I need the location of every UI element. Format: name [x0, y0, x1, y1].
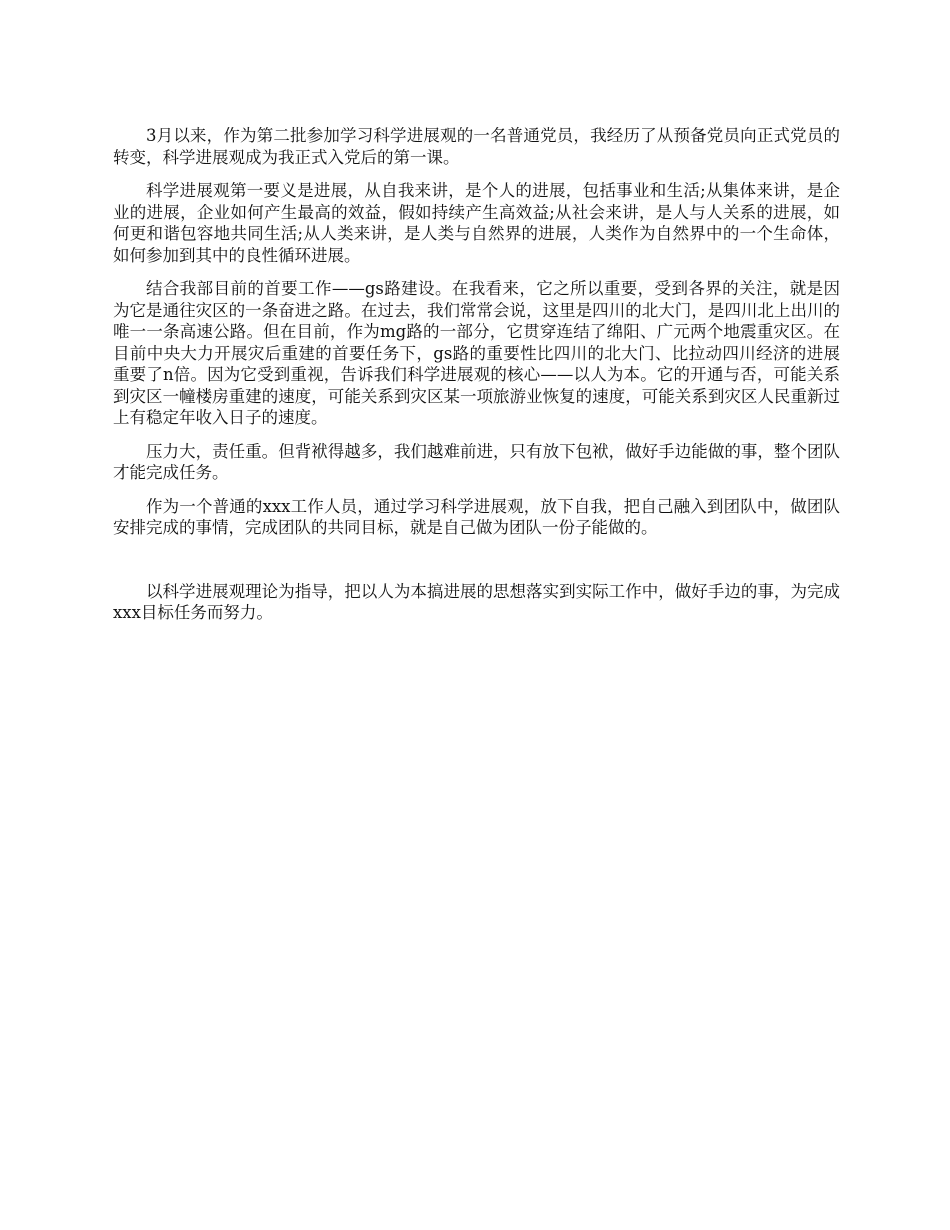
paragraph-5: 作为一个普通的xxx工作人员，通过学习科学进展观，放下自我，把自己融入到团队中，做团队安排完成的事情，完成团队的共同目标，就是自己做为团队一份子能做的。 [113, 496, 840, 537]
paragraph-3: 结合我部目前的首要工作——gs路建设。在我看来，它之所以重要，受到各界的关注，就是因为它是通往灾区的一条奋进之路。在过去，我们常常会说，这里是四川的北大门，是四川北上出川的唯一一条高速公路。但在目前，作为mg路的一部分，它贯穿连结了绵阳、广元两个地震重灾区。在目前中央大力开展灾后重建的首要任务下，gs路的重要性比四川的北大门、比拉动四川经济的进展重要了n倍。因为它受到重视，告诉我们科学进展观的核心——以人为本。它的开通与否，可能关系到灾区一幢楼房重建的速度，可能关系到灾区某一项旅游业恢复的速度，可能关系到灾区人民重新过上有稳定年收入日子的速度。 [113, 279, 840, 427]
paragraph-4: 压力大，责任重。但背袱得越多，我们越难前进，只有放下包袱，做好手边能做的事，整个团队才能完成任务。 [113, 441, 840, 482]
document-body [113, 125, 840, 636]
paragraph-6: 以科学进展观理论为指导，把以人为本搞进展的思想落实到实际工作中，做好手边的事，为完成xxx目标任务而努力。 [113, 581, 840, 622]
paragraph-1: 3月以来，作为第二批参加学习科学进展观的一名普通党员，我经历了从预备党员向正式党员的转变，科学进展观成为我正式入党后的第一课。 [113, 126, 840, 167]
paragraph-2: 科学进展观第一要义是进展，从自我来讲，是个人的进展，包括事业和生活;从集体来讲，是企业的进展，企业如何产生最高的效益，假如持续产生高效益;从社会来讲，是人与人关系的进展，如何更和谐包容地共同生活;从人类来讲，是人类与自然界的进展，人类作为自然界中的一个生命体，如何参加到其中的良性循环进展。 [113, 181, 840, 265]
